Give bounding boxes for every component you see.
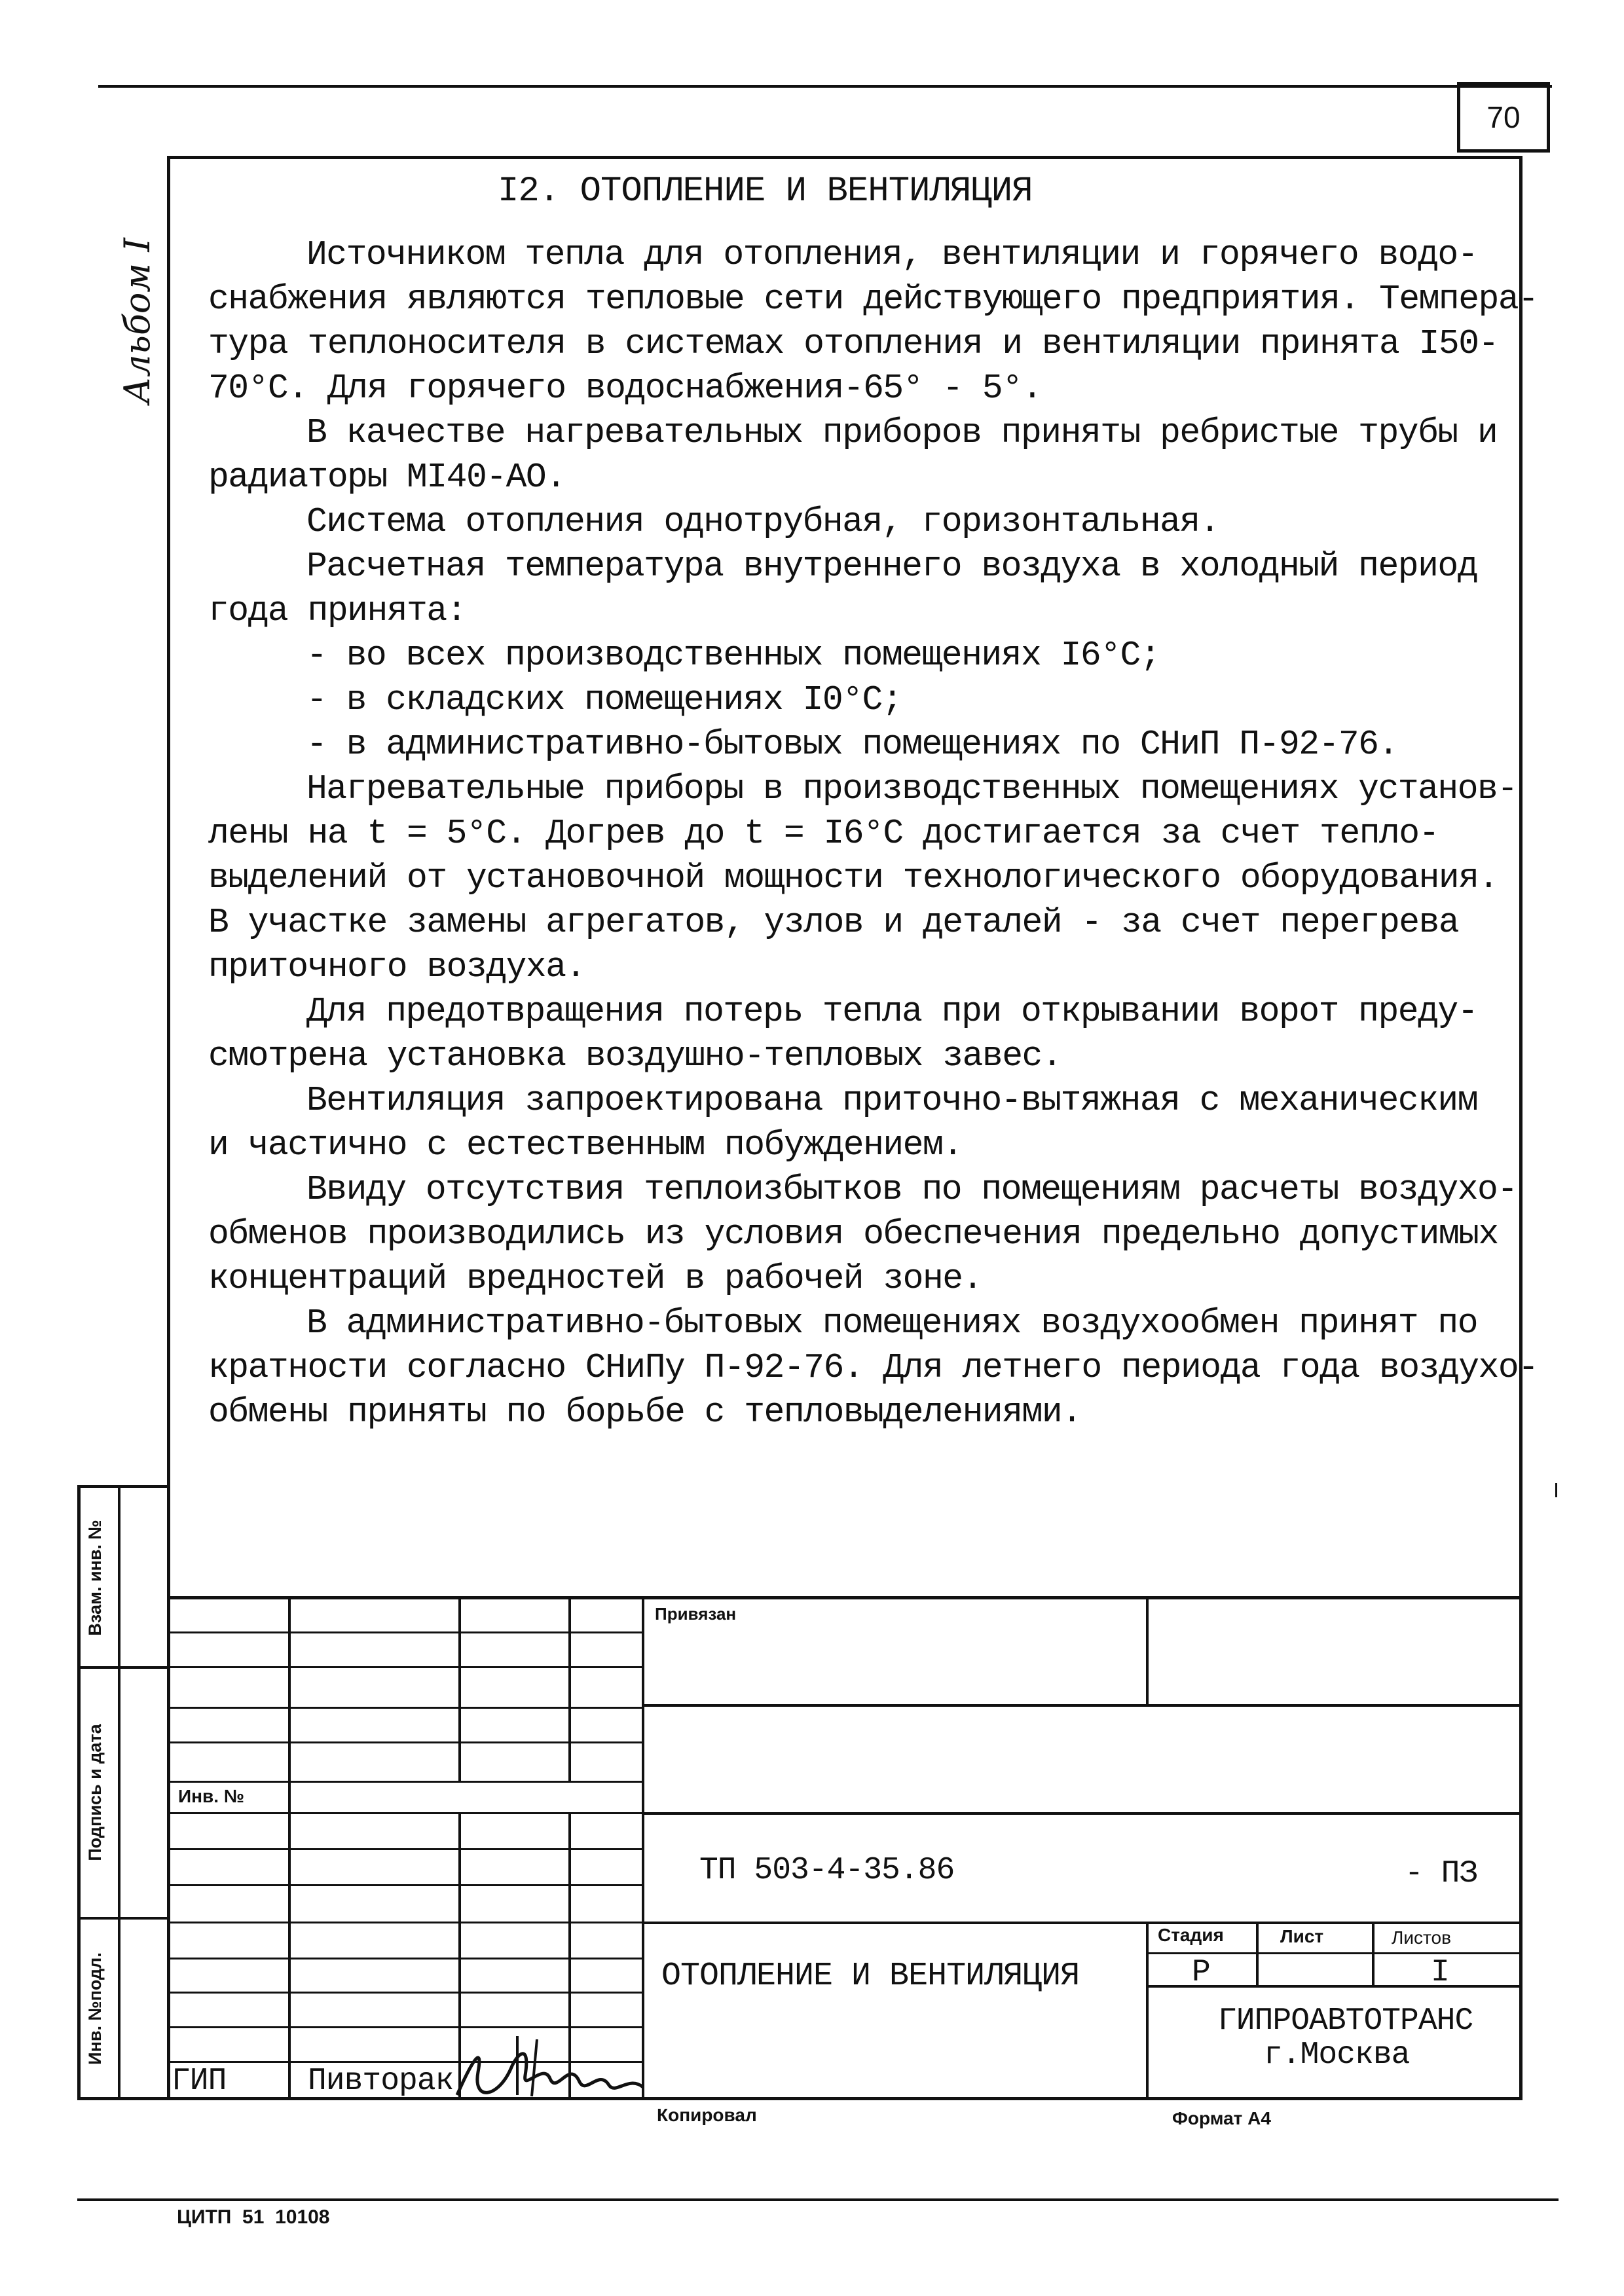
side-label-vzam: Взам. инв. №: [85, 1520, 105, 1636]
format-label: Формат А4: [1172, 2108, 1271, 2128]
text-line: Ввиду отсутствия теплоизбытков по помещениям расчеты воздухо-: [306, 1170, 1517, 1209]
org-line-1: ГИПРОАВТОТРАНС: [1218, 2003, 1473, 2039]
stage-label: Стадия: [1158, 1925, 1224, 1945]
sheet-title: ОТОПЛЕНИЕ И ВЕНТИЛЯЦИЯ: [661, 1958, 1080, 1995]
edge-mark: [1555, 1483, 1557, 1497]
text-line: Система отопления однотрубная, горизонтальная.: [306, 502, 1220, 541]
album-note: Альбом I: [117, 238, 158, 404]
text-line: В участке замены агрегатов, узлов и деталей - за счет перегрева: [208, 903, 1459, 942]
text-line: снабжения являются тепловые сети действующего предприятия. Темпера-: [208, 280, 1538, 319]
gip-label: ГИП: [172, 2064, 227, 2099]
text-line: Нагревательные приборы в производственных помещениях установ-: [306, 769, 1517, 809]
kopiroval-label: Копировал: [657, 2105, 757, 2125]
text-line: - в складских помещениях I0°С;: [306, 680, 902, 720]
text-line: Расчетная температура внутреннего воздуха в холодный период: [306, 547, 1478, 586]
privyazan-label: Привязан: [655, 1604, 737, 1624]
text-line: лены на t = 5°С. Догрев до t = I6°С достигается за счет тепло-: [208, 814, 1439, 853]
text-line: 70°С. Для горячего водоснабжения-65° - 5°.: [208, 369, 1042, 408]
text-line: радиаторы МI40-АО.: [208, 458, 566, 497]
bottom-rule: [77, 2198, 1559, 2201]
text-line: В административно-бытовых помещениях воздухообмен принят по: [306, 1303, 1478, 1343]
org-line-2: г.Москва: [1264, 2037, 1410, 2073]
stage-value: Р: [1192, 1955, 1210, 1990]
text-line: Для предотвращения потерь тепла при открывании ворот преду-: [306, 992, 1478, 1031]
text-line: приточного воздуха.: [208, 947, 585, 987]
text-line: выделений от установочной мощности технологического оборудования.: [208, 858, 1498, 898]
title-block-top: [167, 1596, 1522, 1599]
text-line: - в административно-бытовых помещениях по СНиП П-92-76.: [306, 725, 1398, 764]
text-line: года принята:: [208, 591, 466, 630]
text-line: концентраций вредностей в рабочей зоне.: [208, 1259, 982, 1298]
text-line: Вентиляция запроектирована приточно-вытяжная с механическим: [306, 1081, 1478, 1120]
section-heading: I2. ОТОПЛЕНИЕ И ВЕНТИЛЯЦИЯ: [498, 172, 1033, 211]
text-line: и частично с естественным побуждением.: [208, 1125, 963, 1165]
body-text: [208, 232, 1538, 1434]
sheets-value: I: [1431, 1955, 1449, 1990]
page-number: 70: [1486, 100, 1521, 134]
page-number-box: [1457, 82, 1550, 153]
text-line: кратности согласно СНиПу П-92-76. Для летнего периода года воздухо-: [208, 1348, 1538, 1387]
top-rule: [98, 85, 1552, 88]
inv-no-label: Инв. №: [178, 1786, 245, 1806]
doc-code: ТП 503-4-35.86: [699, 1853, 955, 1888]
text-line: обменов производились из условия обеспечения предельно допустимых: [208, 1214, 1498, 1254]
doc-suffix: - ПЗ: [1405, 1856, 1478, 1891]
side-label-podpis: Подпись и дата: [85, 1724, 105, 1861]
text-line: тура теплоносителя в системах отопления и вентиляции принята I50-: [208, 324, 1498, 363]
text-line: В качестве нагревательных приборов приняты ребристые трубы и: [306, 413, 1498, 452]
sheets-label: Листов: [1392, 1927, 1451, 1948]
text-line: Источником тепла для отопления, вентиляции и горячего водо-: [306, 235, 1478, 274]
text-line: обмены приняты по борьбе с тепловыделениями.: [208, 1393, 1082, 1432]
sheet-label: Лист: [1280, 1926, 1324, 1946]
text-line: - во всех производственных помещениях I6°С;: [306, 636, 1160, 675]
gip-name: Пивторак: [308, 2064, 454, 2099]
side-label-inv-podl: Инв. №подл.: [85, 1952, 105, 2065]
stamp-code: ЦИТП 51 10108: [177, 2206, 330, 2228]
signature: [452, 2023, 648, 2105]
text-line: смотрена установка воздушно-тепловых завес.: [208, 1036, 1062, 1076]
